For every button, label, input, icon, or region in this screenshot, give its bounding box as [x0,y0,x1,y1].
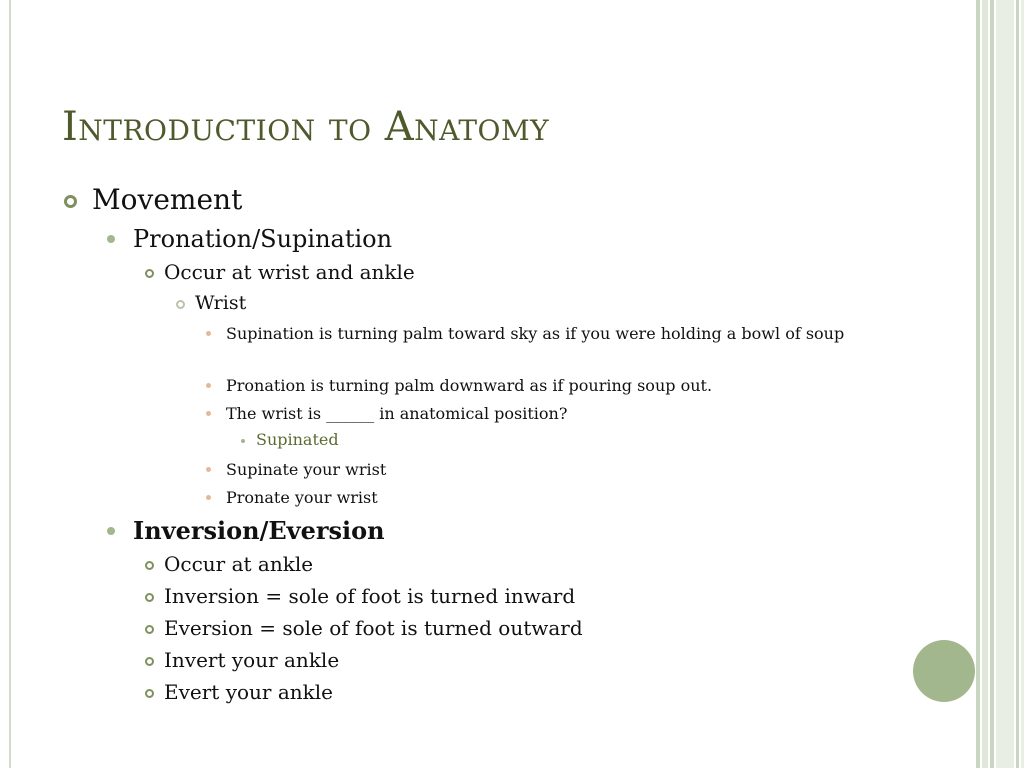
right-decor-stripe [1016,0,1019,768]
outline-item-answer: Supinated [256,430,339,449]
outline-item-supination-desc: Supination is turning palm toward sky as if you were holding a bowl of soup [226,324,845,343]
outline-item-wrist-question: The wrist is ______ in anatomical position? [226,404,568,423]
outline-item-invert-ankle: Invert your ankle [164,648,340,672]
outline-item-evert-ankle: Evert your ankle [164,680,333,704]
outline-item-wrist: Wrist [195,292,247,314]
ring-bullet-icon [145,689,154,698]
decor-circle [913,640,975,702]
ring-bullet-icon [64,195,77,208]
ring-bullet-icon [145,269,154,278]
outline-item-pronation-supination: Pronation/Supination [133,225,393,253]
ring-bullet-icon [145,561,154,570]
outline-item-supinate-wrist: Supinate your wrist [226,460,387,479]
outline-item-eversion-desc: Eversion = sole of foot is turned outward [164,616,583,640]
outline-item-occur-wrist-ankle: Occur at wrist and ankle [164,260,415,284]
dot-bullet-icon [206,495,211,500]
outline-item-inversion-desc: Inversion = sole of foot is turned inward [164,584,576,608]
ring-bullet-icon [145,593,154,602]
dot-bullet-icon [206,467,211,472]
ring-bullet-icon [145,657,154,666]
slide-title: Introduction to Anatomy [62,104,550,150]
dot-bullet-icon [206,411,211,416]
outline-item-movement: Movement [92,183,243,216]
ring-bullet-icon [145,625,154,634]
dot-bullet-icon [241,439,245,443]
dot-bullet-icon [107,527,115,535]
ring-bullet-icon [176,300,185,309]
dot-bullet-icon [206,383,211,388]
right-decor-stripe [996,0,1014,768]
left-border-rule [9,0,11,768]
dot-bullet-icon [206,331,211,336]
right-decor-stripe [982,0,988,768]
right-decor-stripe [976,0,980,768]
outline-item-inversion-eversion: Inversion/Eversion [133,516,385,545]
outline-item-pronation-desc: Pronation is turning palm downward as if pouring soup out. [226,376,713,395]
dot-bullet-icon [107,235,115,243]
outline-item-occur-ankle: Occur at ankle [164,552,314,576]
outline-item-pronate-wrist: Pronate your wrist [226,488,378,507]
right-decor-stripe [990,0,994,768]
